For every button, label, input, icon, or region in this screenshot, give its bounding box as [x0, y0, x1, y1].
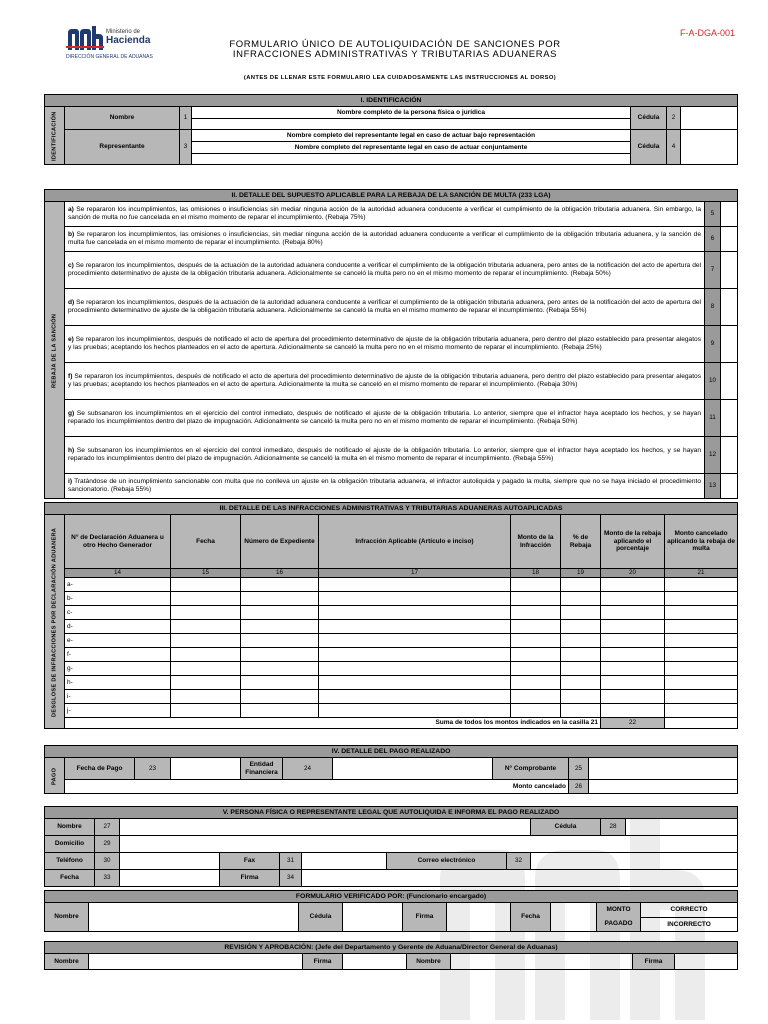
cell-monto[interactable] — [511, 634, 561, 648]
representante-description: Nombre completo del representante legal en caso de actuar bajo representación — [192, 130, 631, 142]
rebaja-text: Tratándose de un incumplimiento sancionable con multa que no conlleva un ajuste en la obligación tributaria aduanera, el infractor autoliquida y pagado la multa, siempre que no se haya iniciado el procedimiento sancionatorio. (Rebaja 55%) — [68, 478, 701, 493]
rebaja-letter: h) — [68, 447, 75, 455]
cell-expediente[interactable] — [241, 620, 319, 634]
entidad-field[interactable] — [333, 758, 493, 780]
box-20-number: 20 — [601, 569, 665, 578]
cell-cancelado[interactable] — [665, 676, 738, 690]
rev-firma-label: Firma — [303, 954, 343, 970]
row-label[interactable]: a- — [65, 578, 171, 592]
section-vi-title: FORMULARIO VERIFICADO POR: (Funcionario encargado) — [45, 891, 738, 903]
table-row — [45, 592, 738, 606]
cell-monto[interactable] — [511, 606, 561, 620]
entidad-label: Entidad Financiera — [241, 758, 283, 780]
box-14-number: 14 — [65, 569, 171, 578]
row-label[interactable]: j- — [65, 704, 171, 718]
telefono-field[interactable] — [120, 853, 220, 870]
form-code: F-A-DGA-001 — [680, 28, 736, 38]
rev-nombre2-label: Nombre — [407, 954, 451, 970]
cell-porcentaje[interactable] — [561, 704, 601, 718]
box-26-number: 26 — [569, 780, 589, 794]
row-label[interactable]: b- — [65, 592, 171, 606]
cell-expediente[interactable] — [241, 662, 319, 676]
cell-porcentaje[interactable] — [561, 606, 601, 620]
section-pago — [44, 745, 738, 794]
section-i-side-label: IDENTIFICACIÓN — [45, 107, 65, 165]
row-label[interactable]: d- — [65, 620, 171, 634]
cell-rebaja[interactable] — [601, 676, 665, 690]
cell-rebaja[interactable] — [601, 578, 665, 592]
table-row — [45, 704, 738, 718]
cell-infraccion[interactable] — [319, 578, 511, 592]
fecha-pago-label: Fecha de Pago — [65, 758, 135, 780]
rebaja-letter: g) — [68, 410, 75, 418]
section-persona — [44, 806, 738, 887]
representante-joint-description: Nombre completo del representante legal en caso de actuar conjuntamente — [192, 142, 631, 154]
table-row — [45, 620, 738, 634]
box-32-number: 32 — [507, 853, 531, 870]
persona-firma-label: Firma — [220, 870, 280, 887]
rebaja-option[interactable] — [65, 363, 705, 400]
rebaja-box[interactable] — [721, 400, 738, 437]
box-25-number: 25 — [569, 758, 589, 780]
verif-firma-field[interactable] — [447, 903, 511, 932]
rebaja-box[interactable] — [721, 326, 738, 363]
persona-nombre-label: Nombre — [45, 819, 95, 836]
section-revision — [44, 941, 738, 970]
section-rebaja — [44, 189, 738, 499]
form-title-line2: INFRACCIONES ADMINISTRATIVAS Y TRIBUTARIAS ADUANERAS — [232, 49, 558, 60]
persona-fecha-field[interactable] — [120, 870, 220, 887]
form-title-line1: FORMULARIO ÚNICO DE AUTOLIQUIDACIÓN DE SANCIONES POR — [229, 39, 561, 50]
cell-monto[interactable] — [511, 662, 561, 676]
verif-cedula-label: Cédula — [299, 903, 343, 932]
rebaja-letter: e) — [68, 336, 74, 344]
rebaja-box[interactable] — [721, 363, 738, 400]
col-monto-infraccion-header: Monto de la Infracción — [511, 515, 561, 569]
cell-infraccion[interactable] — [319, 592, 511, 606]
box-34-number: 34 — [280, 870, 302, 887]
cell-rebaja[interactable] — [601, 690, 665, 704]
rebaja-option[interactable] — [65, 326, 705, 363]
cell-infraccion[interactable] — [319, 606, 511, 620]
representante-label: Representante — [65, 130, 180, 165]
monto-pagado-label — [597, 903, 641, 932]
rebaja-option[interactable] — [65, 227, 705, 252]
comprobante-label: N° Comprobante — [493, 758, 569, 780]
box-11-number: 11 — [705, 400, 721, 437]
section-ii-title: II. DETALLE DEL SUPUESTO APLICABLE PARA LA REBAJA DE LA SANCIÓN DE MULTA (233 LGA) — [45, 190, 738, 202]
rebaja-text: Se subsanaron los incumplimientos en el ejercicio del control inmediato, después de notificado el ajuste de la obligación tributaria. Lo anterior, siempre que el infractor haya aceptado los hechos, y se hayan reparado los incumplimientos dentro del plazo de impugnación. Adicionalmente se canceló la multa pero no en el mismo momento de reparar el incumplimiento. (Rebaja 50%) — [68, 410, 701, 425]
col-monto-rebaja-header: Monto de la rebaja aplicando el porcentaje — [601, 515, 665, 569]
cell-cancelado[interactable] — [665, 648, 738, 662]
monto-cancelado-field[interactable] — [589, 780, 738, 794]
rebaja-option[interactable] — [65, 289, 705, 326]
verif-fecha-field[interactable] — [551, 903, 597, 932]
cell-cancelado[interactable] — [665, 634, 738, 648]
cell-fecha[interactable] — [171, 606, 241, 620]
cell-porcentaje[interactable] — [561, 620, 601, 634]
persona-nombre-field[interactable] — [120, 819, 531, 836]
rebaja-text: Se repararon los incumplimientos, después de la actuación de la autoridad aduanera conducente a verificar el cumplimiento de la obligación tributaria aduanera, pero antes de la notificación del acto de apertura del procedimiento determinativo de ajuste de la obligación tributaria aduanera. Adicionalmente se canceló la multa en el mismo momento de reparar el incumplimiento. (Rebaja 55%) — [68, 299, 702, 314]
cell-cancelado[interactable] — [665, 690, 738, 704]
cell-expediente[interactable] — [241, 690, 319, 704]
box-23-number: 23 — [135, 758, 171, 780]
cell-infraccion[interactable] — [319, 690, 511, 704]
nombre-field[interactable] — [192, 119, 631, 130]
correcto-option[interactable]: CORRECTO — [641, 903, 738, 918]
rebaja-option[interactable] — [65, 252, 705, 289]
box-3-number: 3 — [180, 130, 192, 165]
rebaja-box[interactable] — [721, 252, 738, 289]
box-13-number: 13 — [705, 474, 721, 499]
verif-cedula-field[interactable] — [343, 903, 403, 932]
cell-cancelado[interactable] — [665, 578, 738, 592]
rebaja-letter: c) — [68, 262, 74, 270]
verif-nombre-field[interactable] — [89, 903, 299, 932]
cell-porcentaje[interactable] — [561, 578, 601, 592]
persona-cedula-label: Cédula — [531, 819, 601, 836]
cell-fecha[interactable] — [171, 592, 241, 606]
cell-infraccion[interactable] — [319, 662, 511, 676]
persona-cedula-field[interactable] — [626, 819, 738, 836]
cell-fecha[interactable] — [171, 620, 241, 634]
rebaja-text: Se subsanaron los incumplimientos en el ejercicio del control inmediato, después de notificado el ajuste de la obligación tributaria. Lo anterior, siempre que el infractor haya aceptado los hechos, y se hayan reparado los incumplimientos dentro del plazo de impugnación. Adicionalmente se canceló la multa en el mismo momento de reparar el incumplimiento. (Rebaja 55%) — [68, 447, 701, 462]
cell-expediente[interactable] — [241, 676, 319, 690]
section-iii-side-label: DESGLOSE DE INFRACCIONES POR DECLARACIÓN ADUANERA — [45, 515, 65, 729]
cell-monto[interactable] — [511, 676, 561, 690]
rebaja-letter: i) — [68, 478, 73, 486]
hacienda-logo — [66, 25, 156, 61]
cell-fecha[interactable] — [171, 634, 241, 648]
rebaja-box[interactable] — [721, 227, 738, 252]
cell-expediente[interactable] — [241, 634, 319, 648]
cell-rebaja[interactable] — [601, 648, 665, 662]
col-fecha-header: Fecha — [171, 515, 241, 569]
cell-cancelado[interactable] — [665, 606, 738, 620]
cell-expediente[interactable] — [241, 578, 319, 592]
rebaja-option[interactable] — [65, 474, 705, 499]
box-9-number: 9 — [705, 326, 721, 363]
persona-fecha-label: Fecha — [45, 870, 95, 887]
box-33-number: 33 — [95, 870, 120, 887]
monto-label: MONTO — [606, 906, 631, 913]
persona-firma-field[interactable] — [302, 870, 738, 887]
cell-cancelado[interactable] — [665, 620, 738, 634]
cell-rebaja[interactable] — [601, 662, 665, 676]
box-12-number: 12 — [705, 437, 721, 474]
rebaja-letter: d) — [68, 299, 75, 307]
cell-monto[interactable] — [511, 690, 561, 704]
table-row — [45, 690, 738, 704]
col-declaracion-header: N° de Declaración Aduanera u otro Hecho Generador — [65, 515, 171, 569]
cell-fecha[interactable] — [171, 648, 241, 662]
cell-infraccion[interactable] — [319, 634, 511, 648]
cell-expediente[interactable] — [241, 648, 319, 662]
cell-monto[interactable] — [511, 704, 561, 718]
logo-ministry-text: Ministerio de — [106, 29, 141, 35]
table-row — [45, 676, 738, 690]
cell-infraccion[interactable] — [319, 676, 511, 690]
rebaja-box[interactable] — [721, 474, 738, 499]
row-label[interactable]: e- — [65, 634, 171, 648]
table-row — [45, 648, 738, 662]
cedula-field[interactable] — [681, 107, 738, 130]
rev-nombre-label: Nombre — [45, 954, 89, 970]
rev-nombre2-field[interactable] — [451, 954, 633, 970]
cell-rebaja[interactable] — [601, 634, 665, 648]
row-label[interactable]: g- — [65, 662, 171, 676]
verif-firma-label: Firma — [403, 903, 447, 932]
cell-monto[interactable] — [511, 578, 561, 592]
cell-porcentaje[interactable] — [561, 662, 601, 676]
domicilio-label: Domicilio — [45, 836, 95, 853]
rebaja-option[interactable] — [65, 400, 705, 437]
suma-label: Suma de todos los montos indicados en la casilla 21 — [65, 718, 601, 729]
box-21-number: 21 — [665, 569, 738, 578]
section-iv-title: IV. DETALLE DEL PAGO REALIZADO — [45, 746, 738, 758]
correo-field[interactable] — [531, 853, 738, 870]
box-7-number: 7 — [705, 252, 721, 289]
pagado-label: PAGADO — [604, 920, 633, 927]
box-28-number: 28 — [601, 819, 626, 836]
row-label[interactable]: c- — [65, 606, 171, 620]
cell-porcentaje[interactable] — [561, 648, 601, 662]
rebaja-letter: b) — [68, 231, 75, 239]
cell-expediente[interactable] — [241, 704, 319, 718]
cell-infraccion[interactable] — [319, 704, 511, 718]
cell-porcentaje[interactable] — [561, 690, 601, 704]
rebaja-text: Se repararon los incumplimientos, las omisiones o insuficiencias, sin mediar ninguna acción de la autoridad aduanera conducente a verificar el cumplimiento de la obligación tributaria aduanera, y la sanción de multa fue cancelada en el mismo momento de reparar el incumplimiento. (Rebaja 80%) — [68, 231, 701, 246]
section-iv-side-label: PAGO — [45, 758, 65, 794]
table-row — [45, 578, 738, 592]
cell-cancelado[interactable] — [665, 662, 738, 676]
rev-firma2-label: Firma — [633, 954, 675, 970]
box-24-number: 24 — [283, 758, 333, 780]
cell-rebaja[interactable] — [601, 606, 665, 620]
cell-porcentaje[interactable] — [561, 634, 601, 648]
cell-cancelado[interactable] — [665, 704, 738, 718]
cell-monto[interactable] — [511, 592, 561, 606]
cell-cancelado[interactable] — [665, 592, 738, 606]
domicilio-field[interactable] — [120, 836, 738, 853]
section-i-title: I. IDENTIFICACIÓN — [45, 95, 738, 107]
rebaja-option[interactable] — [65, 437, 705, 474]
cell-infraccion[interactable] — [319, 648, 511, 662]
box-6-number: 6 — [705, 227, 721, 252]
row-label[interactable]: i- — [65, 690, 171, 704]
rebaja-text: Se repararon los incumplimientos, las omisiones o insuficiencias sin mediar ninguna acción de la autoridad aduanera conducente a verificar el cumplimiento de la obligación tributaria aduanera. Sin embargo, la sanción de multa no fue cancelada en el mismo momento de reparar el incumplimiento. (Rebaja 75%) — [68, 206, 701, 221]
cedula-rep-label: Cédula — [631, 130, 667, 165]
section-verificado — [44, 890, 738, 932]
box-29-number: 29 — [95, 836, 120, 853]
cedula-label: Cédula — [631, 107, 667, 130]
monto-cancelado-label: Monto cancelado — [65, 780, 569, 794]
cedula-rep-field[interactable] — [681, 130, 738, 165]
box-27-number: 27 — [95, 819, 120, 836]
cell-porcentaje[interactable] — [561, 592, 601, 606]
form-title — [170, 40, 620, 60]
row-label[interactable]: h- — [65, 676, 171, 690]
nombre-description: Nombre completo de la persona física o jurídica — [192, 107, 631, 119]
table-row — [45, 634, 738, 648]
rebaja-letter: a) — [68, 206, 74, 214]
mh-logo-icon — [66, 25, 104, 51]
box-31-number: 31 — [280, 853, 302, 870]
box-16-number: 16 — [241, 569, 319, 578]
rebaja-option[interactable] — [65, 202, 705, 227]
cell-infraccion[interactable] — [319, 620, 511, 634]
box-10-number: 10 — [705, 363, 721, 400]
verif-fecha-label: Fecha — [511, 903, 551, 932]
cell-rebaja[interactable] — [601, 620, 665, 634]
col-monto-cancelado-header: Monto cancelado aplicando la rebaja de multa — [665, 515, 738, 569]
box-4-number: 4 — [667, 130, 681, 165]
box-1-number: 1 — [180, 107, 192, 130]
telefono-label: Teléfono — [45, 853, 95, 870]
box-15-number: 15 — [171, 569, 241, 578]
section-infracciones — [44, 502, 738, 729]
box-18-number: 18 — [511, 569, 561, 578]
form-instructions: (ANTES DE LLENAR ESTE FORMULARIO LEA CUIDADOSAMENTE LAS INSTRUCCIONES AL DORSO) — [243, 75, 557, 81]
cell-fecha[interactable] — [171, 578, 241, 592]
section-vii-title: REVISIÓN Y APROBACIÓN: (Jefe del Departamento y Gerente de Aduana/Director General de Aduanas) — [45, 942, 738, 954]
table-row — [45, 606, 738, 620]
box-8-number: 8 — [705, 289, 721, 326]
cell-porcentaje[interactable] — [561, 676, 601, 690]
rev-firma-field[interactable] — [343, 954, 407, 970]
row-label[interactable]: f- — [65, 648, 171, 662]
cell-fecha[interactable] — [171, 662, 241, 676]
rebaja-letter: f) — [68, 373, 73, 381]
suma-field[interactable] — [665, 718, 738, 729]
col-porcentaje-header: % de Rebaja — [561, 515, 601, 569]
fax-label: Fax — [220, 853, 280, 870]
section-iii-title: III. DETALLE DE LAS INFRACCIONES ADMINISTRATIVAS Y TRIBUTARIAS ADUANERAS AUTOAPLICADAS — [45, 503, 738, 515]
verif-nombre-label: Nombre — [45, 903, 89, 932]
cell-rebaja[interactable] — [601, 704, 665, 718]
col-expediente-header: Número de Expediente — [241, 515, 319, 569]
logo-name-text: Hacienda — [106, 35, 151, 46]
fax-field[interactable] — [302, 853, 387, 870]
correo-label: Correo electrónico — [387, 853, 507, 870]
nombre-label: Nombre — [65, 107, 180, 130]
box-22-number: 22 — [601, 718, 665, 729]
box-30-number: 30 — [95, 853, 120, 870]
rebaja-box[interactable] — [721, 202, 738, 227]
table-row — [45, 662, 738, 676]
box-5-number: 5 — [705, 202, 721, 227]
cell-expediente[interactable] — [241, 592, 319, 606]
rebaja-text: Se repararon los incumplimientos, después de notificado el acto de apertura del procedimiento determinativo de ajuste de la obligación tributaria aduanera, pero dentro del plazo establecido para presentar alegatos y las pruebas; aceptando los hechos planteados en el acto de apertura. Adicionalmente la multa se canceló en el mismo momento de reparar el incumplimiento. (Rebaja 30%) — [68, 373, 701, 388]
rebaja-box[interactable] — [721, 289, 738, 326]
box-17-number: 17 — [319, 569, 511, 578]
cell-expediente[interactable] — [241, 606, 319, 620]
rebaja-box[interactable] — [721, 437, 738, 474]
rebaja-text: Se repararon los incumplimientos, después de la actuación de la autoridad aduanera conducente a verificar el cumplimiento de la obligación tributaria aduanera, pero antes de la notificación del acto de apertura del procedimiento determinativo de ajuste de la obligación tributaria aduanera. Adicionalmente se canceló la multa pero no en el mismo momento de reparar el incumplimiento. (Rebaja 50%) — [68, 262, 701, 277]
cell-fecha[interactable] — [171, 690, 241, 704]
rev-nombre-field[interactable] — [89, 954, 303, 970]
cell-rebaja[interactable] — [601, 592, 665, 606]
rebaja-text: Se repararon los incumplimientos, después de notificado el acto de apertura del procedimiento determinativo de ajuste de la obligación tributaria aduanera, pero dentro del plazo establecido para presentar alegatos y las pruebas; aceptando los hechos planteados en el acto de apertura. Adicionalmente se canceló la multa pero no en el mismo momento de reparar el incumplimiento. (Rebaja 25%) — [68, 336, 701, 351]
representante-field[interactable] — [192, 154, 631, 165]
cell-fecha[interactable] — [171, 704, 241, 718]
section-ii-side-label: REBAJA DE LA SANCIÓN — [45, 202, 65, 499]
cell-monto[interactable] — [511, 648, 561, 662]
logo-division-text: DIRECCIÓN GENERAL DE ADUANAS — [66, 54, 153, 60]
cell-fecha[interactable] — [171, 676, 241, 690]
box-19-number: 19 — [561, 569, 601, 578]
col-infraccion-header: Infracción Aplicable (Artículo e inciso) — [319, 515, 511, 569]
cell-monto[interactable] — [511, 620, 561, 634]
section-v-title: V. PERSONA FÍSICA O REPRESENTANTE LEGAL QUE AUTOLIQUIDA E INFORMA EL PAGO REALIZADO — [45, 807, 738, 819]
incorrecto-option[interactable]: INCORRECTO — [641, 917, 738, 932]
box-2-number: 2 — [667, 107, 681, 130]
comprobante-field[interactable] — [589, 758, 738, 780]
fecha-pago-field[interactable] — [171, 758, 241, 780]
section-identificacion — [44, 94, 738, 165]
rev-firma2-field[interactable] — [675, 954, 738, 970]
